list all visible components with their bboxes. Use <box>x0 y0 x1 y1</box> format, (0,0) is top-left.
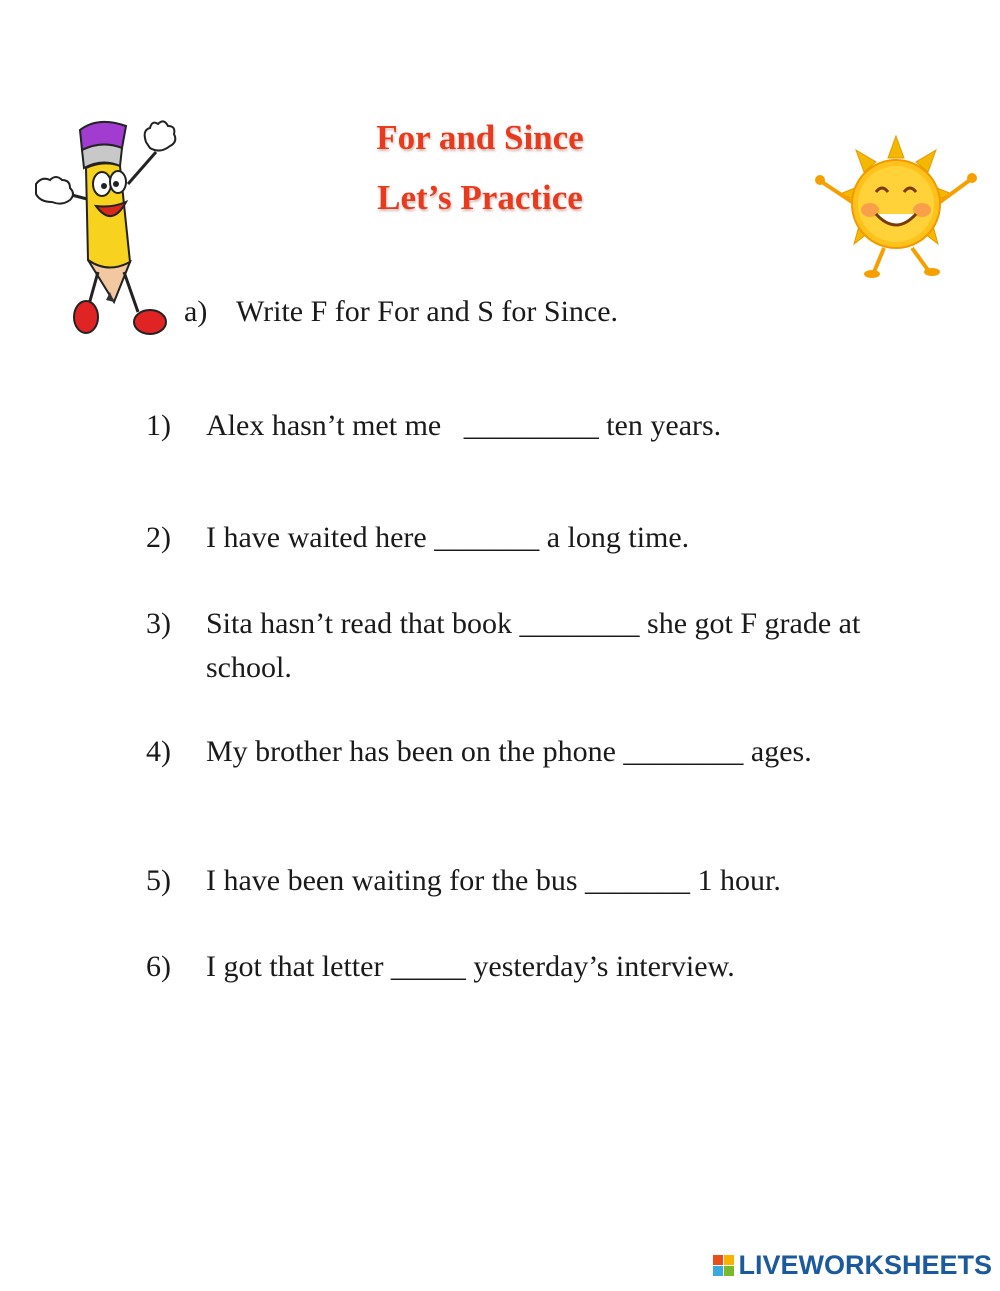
question-text: I have been waiting for the bus _______ 1 hour. <box>206 864 781 897</box>
instruction <box>184 295 618 329</box>
worksheet-title: For and Since <box>376 118 584 157</box>
worksheet-subtitle: Let’s Practice <box>377 178 583 217</box>
instruction-marker: a) <box>184 295 208 328</box>
question-text: My brother has been on the phone ________ ages. <box>206 735 812 768</box>
question-text: Sita hasn’t read that book ________ she got F grade at school. <box>206 607 861 684</box>
question-item <box>146 516 906 560</box>
question-number: 5) <box>146 864 171 897</box>
brand-name: LIVEWORKSHEETS <box>738 1250 992 1280</box>
question-number: 6) <box>146 950 171 983</box>
question-item <box>146 945 906 989</box>
question-number: 4) <box>146 735 171 768</box>
question-item <box>146 404 906 448</box>
question-text: Alex hasn’t met me _________ ten years. <box>206 409 722 442</box>
question-item <box>146 859 906 903</box>
question-item <box>146 602 866 690</box>
instruction-text: Write F for For and S for Since. <box>236 295 619 328</box>
question-text: I have waited here _______ a long time. <box>206 521 690 554</box>
question-number: 3) <box>146 607 171 640</box>
question-number: 1) <box>146 409 171 442</box>
liveworksheets-brand[interactable] <box>713 1250 992 1281</box>
question-item <box>146 730 866 774</box>
question-number: 2) <box>146 521 171 554</box>
liveworksheets-logo-icon <box>713 1255 734 1276</box>
question-text: I got that letter _____ yesterday’s interview. <box>206 950 735 983</box>
